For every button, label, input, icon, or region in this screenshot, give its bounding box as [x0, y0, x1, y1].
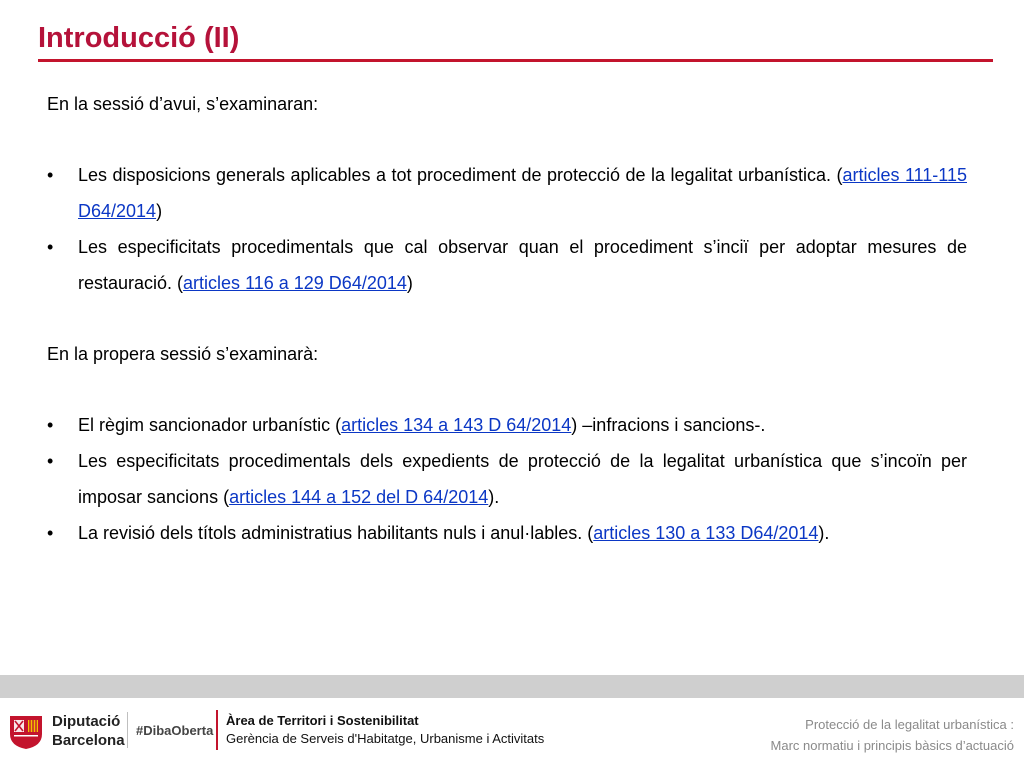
today-list [47, 157, 967, 301]
item-text: La revisió dels títols administratius habilitants nuls i anul·lables. ( [78, 523, 594, 543]
area-subtitle: Gerència de Serveis d'Habitatge, Urbanisme i Activitats [226, 731, 545, 746]
footer [0, 698, 1024, 768]
logo-line-2: Barcelona [52, 732, 125, 749]
bullet: • [47, 415, 54, 435]
slide-content [47, 86, 967, 551]
item-text: Les disposicions generals aplicables a tot procediment de protecció de la legalitat urbanística. ( [78, 165, 843, 185]
intro-today: En la sessió d’avui, s’examinaran: [47, 94, 319, 114]
list-item [47, 229, 967, 301]
title-divider [38, 59, 993, 62]
next-list [47, 407, 967, 551]
area-title: Àrea de Territori i Sostenibilitat [226, 713, 419, 728]
list-item [47, 407, 967, 443]
article-link[interactable]: articles 116 a 129 D64/2014 [183, 273, 407, 293]
logo-text [52, 712, 125, 750]
item-text-end: ). [818, 523, 830, 543]
footer-bar [0, 675, 1024, 698]
item-text-end: ) –infracions i sancions-. [571, 415, 766, 435]
logo-line-1: Diputació [52, 713, 121, 730]
spacer [47, 372, 967, 407]
footer-accent-separator [216, 710, 218, 750]
list-item [47, 157, 967, 229]
footer-separator [127, 712, 128, 748]
slide-title: Introducció (II) [38, 22, 240, 54]
article-link[interactable]: articles 111-115 D64/2014 [78, 165, 967, 221]
spacer [47, 301, 967, 336]
spacer [47, 122, 967, 157]
item-text-end: ) [156, 201, 163, 221]
item-text: Les especificitats procedimentals dels expedients de protecció de la legalitat urbanística que s’incoïn per imposar sancions ( [78, 451, 967, 507]
bullet: • [47, 451, 54, 471]
item-text: Les especificitats procedimentals que cal observar quan el procediment s’inciï per adoptar mesures de restauració. ( [78, 237, 967, 293]
article-link[interactable]: articles 130 a 133 D64/2014 [593, 523, 819, 543]
item-text-end: ) [406, 273, 413, 293]
bullet: • [47, 165, 54, 185]
area-info [226, 712, 544, 748]
tagline-line-1: Protecció de la legalitat urbanística : [805, 717, 1014, 732]
item-text: El règim sancionador urbanístic ( [78, 415, 342, 435]
hashtag: #DibaOberta [136, 723, 214, 738]
list-item [47, 443, 967, 515]
list-item [47, 515, 967, 551]
footer-tagline [771, 714, 1014, 756]
article-link[interactable]: articles 144 a 152 del D 64/2014 [229, 487, 489, 507]
tagline-line-2: Marc normatiu i principis bàsics d’actuació [770, 738, 1014, 753]
item-text-end: ). [488, 487, 500, 507]
article-link[interactable]: articles 134 a 143 D 64/2014 [341, 415, 572, 435]
bullet: • [47, 523, 54, 543]
intro-next: En la propera sessió s’examinarà: [47, 344, 319, 364]
diputacio-barcelona-logo-icon [8, 712, 44, 750]
bullet: • [47, 237, 54, 257]
